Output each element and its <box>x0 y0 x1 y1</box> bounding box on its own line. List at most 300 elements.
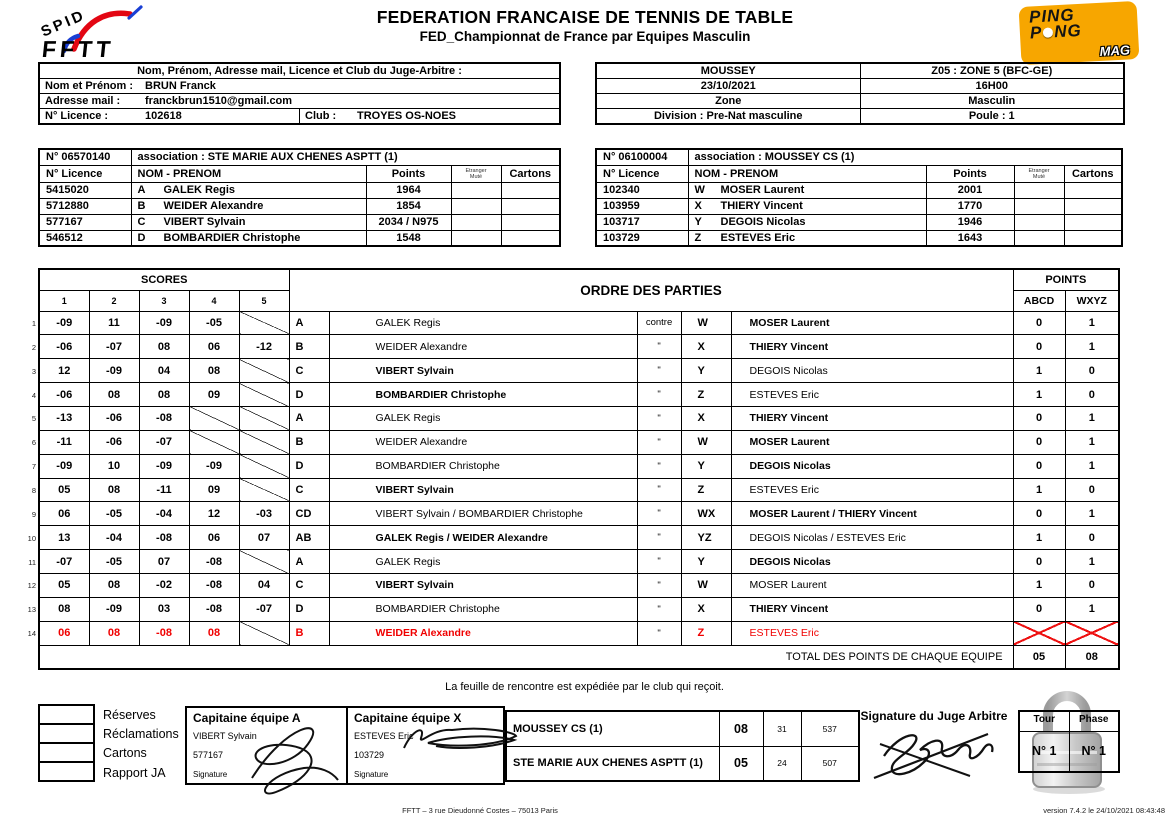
set-col-1: 1 <box>39 290 89 311</box>
total-points-label: TOTAL DES POINTS DE CHAQUE EQUIPE <box>39 645 1013 669</box>
away-player-letter: Z <box>681 621 731 645</box>
player-name-cell <box>131 198 366 214</box>
cartons-cell <box>1064 182 1122 198</box>
set-score-cell: -09 <box>139 454 189 478</box>
set-score-cell: 06 <box>39 621 89 645</box>
match-gender: Masculin <box>860 94 1124 109</box>
captain-a-signature-label: Signature <box>193 770 228 779</box>
captain-x-signature-label: Signature <box>354 770 389 779</box>
away-player-letter: Y <box>681 359 731 383</box>
away-player-letter: W <box>681 311 731 335</box>
etranger-cell <box>451 230 501 246</box>
cartons-cell <box>501 214 560 230</box>
player-licence: 5712880 <box>39 198 131 214</box>
match-info-table <box>595 62 1125 125</box>
etranger-cell <box>451 182 501 198</box>
point-wxyz: 1 <box>1065 430 1119 454</box>
results-table <box>505 710 860 780</box>
match-row <box>39 597 1119 621</box>
reserves-label: Réserves <box>103 708 156 722</box>
player-letter: B <box>137 200 146 212</box>
match-row <box>39 359 1119 383</box>
captain-a-licence: 577167 <box>193 750 224 760</box>
player-name-cell <box>131 230 366 246</box>
away-player-letter: WX <box>681 502 731 526</box>
total-points-wxyz: 08 <box>1065 645 1119 669</box>
player-points: 1854 <box>366 198 451 214</box>
player-points: 1946 <box>926 214 1014 230</box>
player-name-cell <box>688 198 926 214</box>
point-wxyz: 1 <box>1065 406 1119 430</box>
result-team-parties: 31 <box>763 711 801 746</box>
set-score-cell: 05 <box>39 478 89 502</box>
set-score-cell: -11 <box>39 430 89 454</box>
set-score-cell: 12 <box>39 359 89 383</box>
home-player-letter: B <box>289 430 329 454</box>
player-points: 1548 <box>366 230 451 246</box>
match-row-number: 10 <box>27 533 36 543</box>
home-player-name: VIBERT Sylvain <box>329 359 637 383</box>
captain-x-title: Capitaine équipe X <box>354 711 462 725</box>
match-row <box>39 550 1119 574</box>
ppm-mag: MAG <box>1099 42 1131 59</box>
away-player-letter: X <box>681 335 731 359</box>
col-points: Points <box>926 165 1014 182</box>
versus-label: " <box>637 406 681 430</box>
away-player-letter: W <box>681 430 731 454</box>
etranger-cell <box>1014 198 1064 214</box>
match-row-number: 14 <box>27 629 36 639</box>
away-player-name: THIERY Vincent <box>731 597 1013 621</box>
team-a-table <box>38 148 561 245</box>
away-player-name: MOSER Laurent <box>731 311 1013 335</box>
set-score-cell: 06 <box>189 526 239 550</box>
home-player-letter: C <box>289 478 329 502</box>
set-score-cell: 08 <box>139 383 189 407</box>
away-player-letter: Z <box>681 478 731 502</box>
ppm-line1: PING <box>1028 5 1076 27</box>
player-name-cell <box>131 214 366 230</box>
point-wxyz: 1 <box>1065 550 1119 574</box>
match-poule: Poule : 1 <box>860 109 1124 125</box>
result-team-name: STE MARIE AUX CHENES ASPTT (1) <box>506 746 719 781</box>
set-score-cell: 13 <box>39 526 89 550</box>
point-wxyz: 0 <box>1065 573 1119 597</box>
total-points-abcd: 05 <box>1013 645 1065 669</box>
match-division: Division : Pre-Nat masculine <box>596 109 860 125</box>
set-score-cell: -06 <box>89 406 139 430</box>
set-score-cell: -06 <box>39 383 89 407</box>
away-player-name: MOSER Laurent <box>731 430 1013 454</box>
set-score-cell <box>239 478 289 502</box>
captain-a-title: Capitaine équipe A <box>193 711 301 725</box>
away-player-name: MOSER Laurent / THIERY Vincent <box>731 502 1013 526</box>
player-licence: 5415020 <box>39 182 131 198</box>
set-score-cell: 05 <box>39 573 89 597</box>
col-name: NOM - PRENOM <box>688 165 926 182</box>
player-name-cell <box>688 182 926 198</box>
set-score-cell: -09 <box>39 311 89 335</box>
player-row <box>596 230 1122 246</box>
match-row <box>39 454 1119 478</box>
home-player-letter: A <box>289 311 329 335</box>
set-score-cell: 08 <box>39 597 89 621</box>
set-score-cell: 03 <box>139 597 189 621</box>
match-row-number: 7 <box>31 462 36 472</box>
cartons-checkbox[interactable] <box>38 742 95 763</box>
away-player-name: THIERY Vincent <box>731 335 1013 359</box>
set-col-3: 3 <box>139 290 189 311</box>
versus-label: " <box>637 621 681 645</box>
player-points: 2034 / N975 <box>366 214 451 230</box>
set-score-cell: -07 <box>239 597 289 621</box>
home-player-letter: D <box>289 597 329 621</box>
match-row <box>39 430 1119 454</box>
set-score-cell: 10 <box>89 454 139 478</box>
set-score-cell: 08 <box>89 383 139 407</box>
team-x-table <box>595 148 1123 245</box>
versus-label: " <box>637 597 681 621</box>
set-score-cell: -06 <box>89 430 139 454</box>
player-licence: 102340 <box>596 182 688 198</box>
versus-label: " <box>637 359 681 383</box>
team-a-rows <box>39 182 560 246</box>
player-name: ESTEVES Eric <box>720 231 796 244</box>
etranger-cell <box>1014 230 1064 246</box>
result-team-sets: 507 <box>801 746 859 781</box>
judge-arbitre-table <box>38 62 561 125</box>
set-score-cell: 08 <box>189 621 239 645</box>
tour-value: N° 1 <box>1019 731 1069 772</box>
set-score-cell: 06 <box>189 335 239 359</box>
set-score-cell: -05 <box>189 311 239 335</box>
away-player-letter: W <box>681 573 731 597</box>
set-score-cell: -03 <box>239 502 289 526</box>
set-score-cell: -12 <box>239 335 289 359</box>
set-score-cell: -08 <box>189 597 239 621</box>
point-abcd: 0 <box>1013 597 1065 621</box>
player-name: BOMBARDIER Christophe <box>163 231 301 244</box>
dispatch-notice: La feuille de rencontre est expédiée par le club qui reçoit. <box>445 681 724 693</box>
set-score-cell: -08 <box>139 526 189 550</box>
set-score-cell: 12 <box>189 502 239 526</box>
home-player-name: VIBERT Sylvain <box>329 573 637 597</box>
judge-mail-row <box>39 94 560 109</box>
versus-label: " <box>637 502 681 526</box>
home-player-name: GALEK Regis <box>329 550 637 574</box>
col-licence: N° Licence <box>39 165 131 182</box>
set-score-cell: -02 <box>139 573 189 597</box>
match-row <box>39 573 1119 597</box>
team-a-association: association : STE MARIE AUX CHENES ASPTT (1) <box>131 149 560 165</box>
reserves-checkbox[interactable] <box>38 704 95 725</box>
away-player-name: THIERY Vincent <box>731 406 1013 430</box>
point-abcd: 0 <box>1013 311 1065 335</box>
set-score-cell: -04 <box>89 526 139 550</box>
player-points: 2001 <box>926 182 1014 198</box>
point-abcd: 0 <box>1013 454 1065 478</box>
set-score-cell <box>239 430 289 454</box>
checkbox-labels <box>103 706 179 783</box>
player-letter: D <box>137 231 146 244</box>
set-score-cell <box>239 383 289 407</box>
home-player-name: BOMBARDIER Christophe <box>329 383 637 407</box>
point-abcd: 0 <box>1013 430 1065 454</box>
versus-label: " <box>637 383 681 407</box>
set-score-cell: -08 <box>189 550 239 574</box>
set-score-cell: 09 <box>189 478 239 502</box>
away-player-name: DEGOIS Nicolas <box>731 550 1013 574</box>
match-row-number: 5 <box>31 414 36 424</box>
set-score-cell: 08 <box>139 335 189 359</box>
point-abcd: 0 <box>1013 550 1065 574</box>
team-x-rows <box>596 182 1122 246</box>
captain-a-signature <box>242 716 357 806</box>
player-licence: 577167 <box>39 214 131 230</box>
etranger-cell <box>1014 182 1064 198</box>
player-name: GALEK Regis <box>163 184 236 196</box>
point-abcd: 1 <box>1013 383 1065 407</box>
col-cartons: Cartons <box>501 165 560 182</box>
point-abcd: 1 <box>1013 526 1065 550</box>
away-player-letter: Y <box>681 550 731 574</box>
point-abcd <box>1013 621 1065 645</box>
away-player-name: ESTEVES Eric <box>731 621 1013 645</box>
team-x-association: association : MOUSSEY CS (1) <box>688 149 1122 165</box>
page-header <box>285 7 885 44</box>
match-row <box>39 335 1119 359</box>
player-letter: Y <box>694 216 702 228</box>
set-score-cell: 09 <box>189 383 239 407</box>
away-player-letter: YZ <box>681 526 731 550</box>
set-score-cell: 11 <box>89 311 139 335</box>
point-wxyz: 0 <box>1065 359 1119 383</box>
match-row-number: 2 <box>31 342 36 352</box>
team-a-number: N° 06570140 <box>39 149 131 165</box>
player-name: VIBERT Sylvain <box>163 216 246 228</box>
home-player-letter: A <box>289 550 329 574</box>
judge-mail-label: Adresse mail : <box>45 95 121 108</box>
home-player-letter: B <box>289 335 329 359</box>
player-licence: 103717 <box>596 214 688 230</box>
reclamations-label: Réclamations <box>103 727 179 742</box>
captain-x-name: ESTEVES Eric <box>354 731 414 741</box>
set-score-cell: -13 <box>39 406 89 430</box>
match-row-number: 6 <box>31 438 36 448</box>
etranger-cell <box>451 214 501 230</box>
col-name: NOM - PRENOM <box>131 165 366 182</box>
home-player-letter: A <box>289 406 329 430</box>
away-player-name: DEGOIS Nicolas / ESTEVES Eric <box>731 526 1013 550</box>
result-team-points: 05 <box>719 746 763 781</box>
home-player-name: VIBERT Sylvain / BOMBARDIER Christophe <box>329 502 637 526</box>
cartons-cell <box>501 182 560 198</box>
judge-licence-label: N° Licence : <box>45 110 109 123</box>
result-team-parties: 24 <box>763 746 801 781</box>
set-score-cell: -05 <box>89 550 139 574</box>
judge-licence-cell <box>39 109 300 124</box>
away-player-name: DEGOIS Nicolas <box>731 359 1013 383</box>
player-name-cell <box>131 182 366 198</box>
set-score-cell: -11 <box>139 478 189 502</box>
main-rows <box>39 311 1119 645</box>
versus-label: " <box>637 573 681 597</box>
match-zone-code: Z05 : ZONE 5 (BFC-GE) <box>860 63 1124 79</box>
set-col-5: 5 <box>239 290 289 311</box>
set-score-cell: -09 <box>139 311 189 335</box>
tour-phase-table <box>1018 710 1120 773</box>
point-wxyz <box>1065 621 1119 645</box>
match-row <box>39 526 1119 550</box>
set-score-cell <box>189 430 239 454</box>
home-player-letter: AB <box>289 526 329 550</box>
set-score-cell: -09 <box>89 597 139 621</box>
player-row <box>39 198 560 214</box>
home-player-name: GALEK Regis / WEIDER Alexandre <box>329 526 637 550</box>
page-title: FEDERATION FRANCAISE DE TENNIS DE TABLE <box>376 7 794 27</box>
match-row <box>39 621 1119 645</box>
home-player-letter: C <box>289 573 329 597</box>
match-date: 23/10/2021 <box>596 79 860 94</box>
match-row <box>39 383 1119 407</box>
set-score-cell: -08 <box>139 621 189 645</box>
footer-address: FFTT – 3 rue Dieudonné Costes – 75013 Paris <box>402 806 558 815</box>
point-abcd: 1 <box>1013 478 1065 502</box>
set-score-cell: 08 <box>89 573 139 597</box>
points-col-abcd: ABCD <box>1013 290 1065 311</box>
set-score-cell <box>239 621 289 645</box>
player-letter: C <box>137 216 146 228</box>
point-wxyz: 1 <box>1065 335 1119 359</box>
home-player-name: WEIDER Alexandre <box>329 621 637 645</box>
set-score-cell: -08 <box>189 573 239 597</box>
col-etranger: Etranger Muté <box>1014 165 1064 182</box>
set-score-cell <box>239 454 289 478</box>
ordre-header: ORDRE DES PARTIES <box>289 269 1013 311</box>
scores-header: SCORES <box>39 269 289 290</box>
versus-label: contre <box>637 311 681 335</box>
tour-label: Tour <box>1019 711 1069 731</box>
row-numbers <box>24 312 36 646</box>
match-row-number: 9 <box>31 509 36 519</box>
match-level: Zone <box>596 94 860 109</box>
footer-version: version 7.4.2 le 24/10/2021 08:43:48 <box>1043 806 1165 815</box>
cartons-cell <box>1064 198 1122 214</box>
page-subtitle: FED_Championnat de France par Equipes Masculin <box>419 29 751 44</box>
player-licence: 103959 <box>596 198 688 214</box>
judge-name-value: BRUN Franck <box>145 79 216 92</box>
reclamations-checkbox[interactable] <box>38 723 95 744</box>
player-name: MOSER Laurent <box>720 184 805 196</box>
set-score-cell: 04 <box>139 359 189 383</box>
player-name-cell <box>688 214 926 230</box>
judge-club-label: Club : <box>305 110 337 123</box>
away-player-name: DEGOIS Nicolas <box>731 454 1013 478</box>
home-player-name: VIBERT Sylvain <box>329 478 637 502</box>
match-row-number: 1 <box>31 319 36 328</box>
player-name: THIERY Vincent <box>720 200 803 212</box>
home-player-name: WEIDER Alexandre <box>329 335 637 359</box>
point-wxyz: 0 <box>1065 383 1119 407</box>
set-col-4: 4 <box>189 290 239 311</box>
phase-label: Phase <box>1069 711 1119 731</box>
player-row <box>39 230 560 246</box>
set-score-cell: -09 <box>89 359 139 383</box>
player-row <box>39 214 560 230</box>
captain-a-box <box>185 706 348 785</box>
versus-label: " <box>637 430 681 454</box>
captain-x-signature <box>396 718 521 766</box>
point-wxyz: 1 <box>1065 502 1119 526</box>
cartons-cell <box>501 198 560 214</box>
result-team-points: 08 <box>719 711 763 746</box>
judge-mail-value: franckbrun1510@gmail.com <box>145 95 293 108</box>
away-player-letter: X <box>681 406 731 430</box>
cartons-cell <box>501 230 560 246</box>
player-points: 1770 <box>926 198 1014 214</box>
home-player-letter: D <box>289 383 329 407</box>
set-score-cell <box>239 550 289 574</box>
player-row <box>596 182 1122 198</box>
set-score-cell <box>239 406 289 430</box>
set-score-cell <box>239 359 289 383</box>
set-score-cell: -04 <box>139 502 189 526</box>
set-score-cell: -09 <box>39 454 89 478</box>
set-score-cell: 08 <box>89 478 139 502</box>
pingpong-mag-logo <box>1019 1 1140 65</box>
result-team-sets: 537 <box>801 711 859 746</box>
col-cartons: Cartons <box>1064 165 1122 182</box>
judge-signature <box>866 722 1006 790</box>
player-name: DEGOIS Nicolas <box>720 216 806 228</box>
player-letter: X <box>694 200 702 212</box>
versus-label: " <box>637 526 681 550</box>
set-score-cell: 07 <box>139 550 189 574</box>
match-row-number: 11 <box>28 557 36 567</box>
away-player-name: MOSER Laurent <box>731 573 1013 597</box>
col-etranger: Etranger Muté <box>451 165 501 182</box>
cartons-cell <box>1064 214 1122 230</box>
point-abcd: 1 <box>1013 359 1065 383</box>
judge-name-label: Nom et Prénom : <box>45 79 134 92</box>
point-wxyz: 1 <box>1065 597 1119 621</box>
point-abcd: 0 <box>1013 502 1065 526</box>
point-wxyz: 0 <box>1065 478 1119 502</box>
etranger-cell <box>1014 214 1064 230</box>
point-abcd: 1 <box>1013 573 1065 597</box>
ppm-line2: P NG <box>1029 20 1083 43</box>
checkbox-column <box>38 706 95 782</box>
match-row <box>39 406 1119 430</box>
set-score-cell: 06 <box>39 502 89 526</box>
set-score-cell: -05 <box>89 502 139 526</box>
captain-x-box <box>346 706 505 785</box>
ball-icon <box>1043 27 1054 38</box>
away-player-name: ESTEVES Eric <box>731 383 1013 407</box>
judge-header: Nom, Prénom, Adresse mail, Licence et Club du Juge-Arbitre : <box>39 63 560 78</box>
set-score-cell <box>189 406 239 430</box>
rapport-ja-checkbox[interactable] <box>38 761 95 782</box>
home-player-name: BOMBARDIER Christophe <box>329 454 637 478</box>
set-score-cell: 04 <box>239 573 289 597</box>
match-location: MOUSSEY <box>596 63 860 79</box>
set-score-cell: -09 <box>189 454 239 478</box>
player-name-cell <box>688 230 926 246</box>
match-row-number: 13 <box>27 605 36 615</box>
set-score-cell: 08 <box>189 359 239 383</box>
etranger-cell <box>451 198 501 214</box>
versus-label: " <box>637 478 681 502</box>
